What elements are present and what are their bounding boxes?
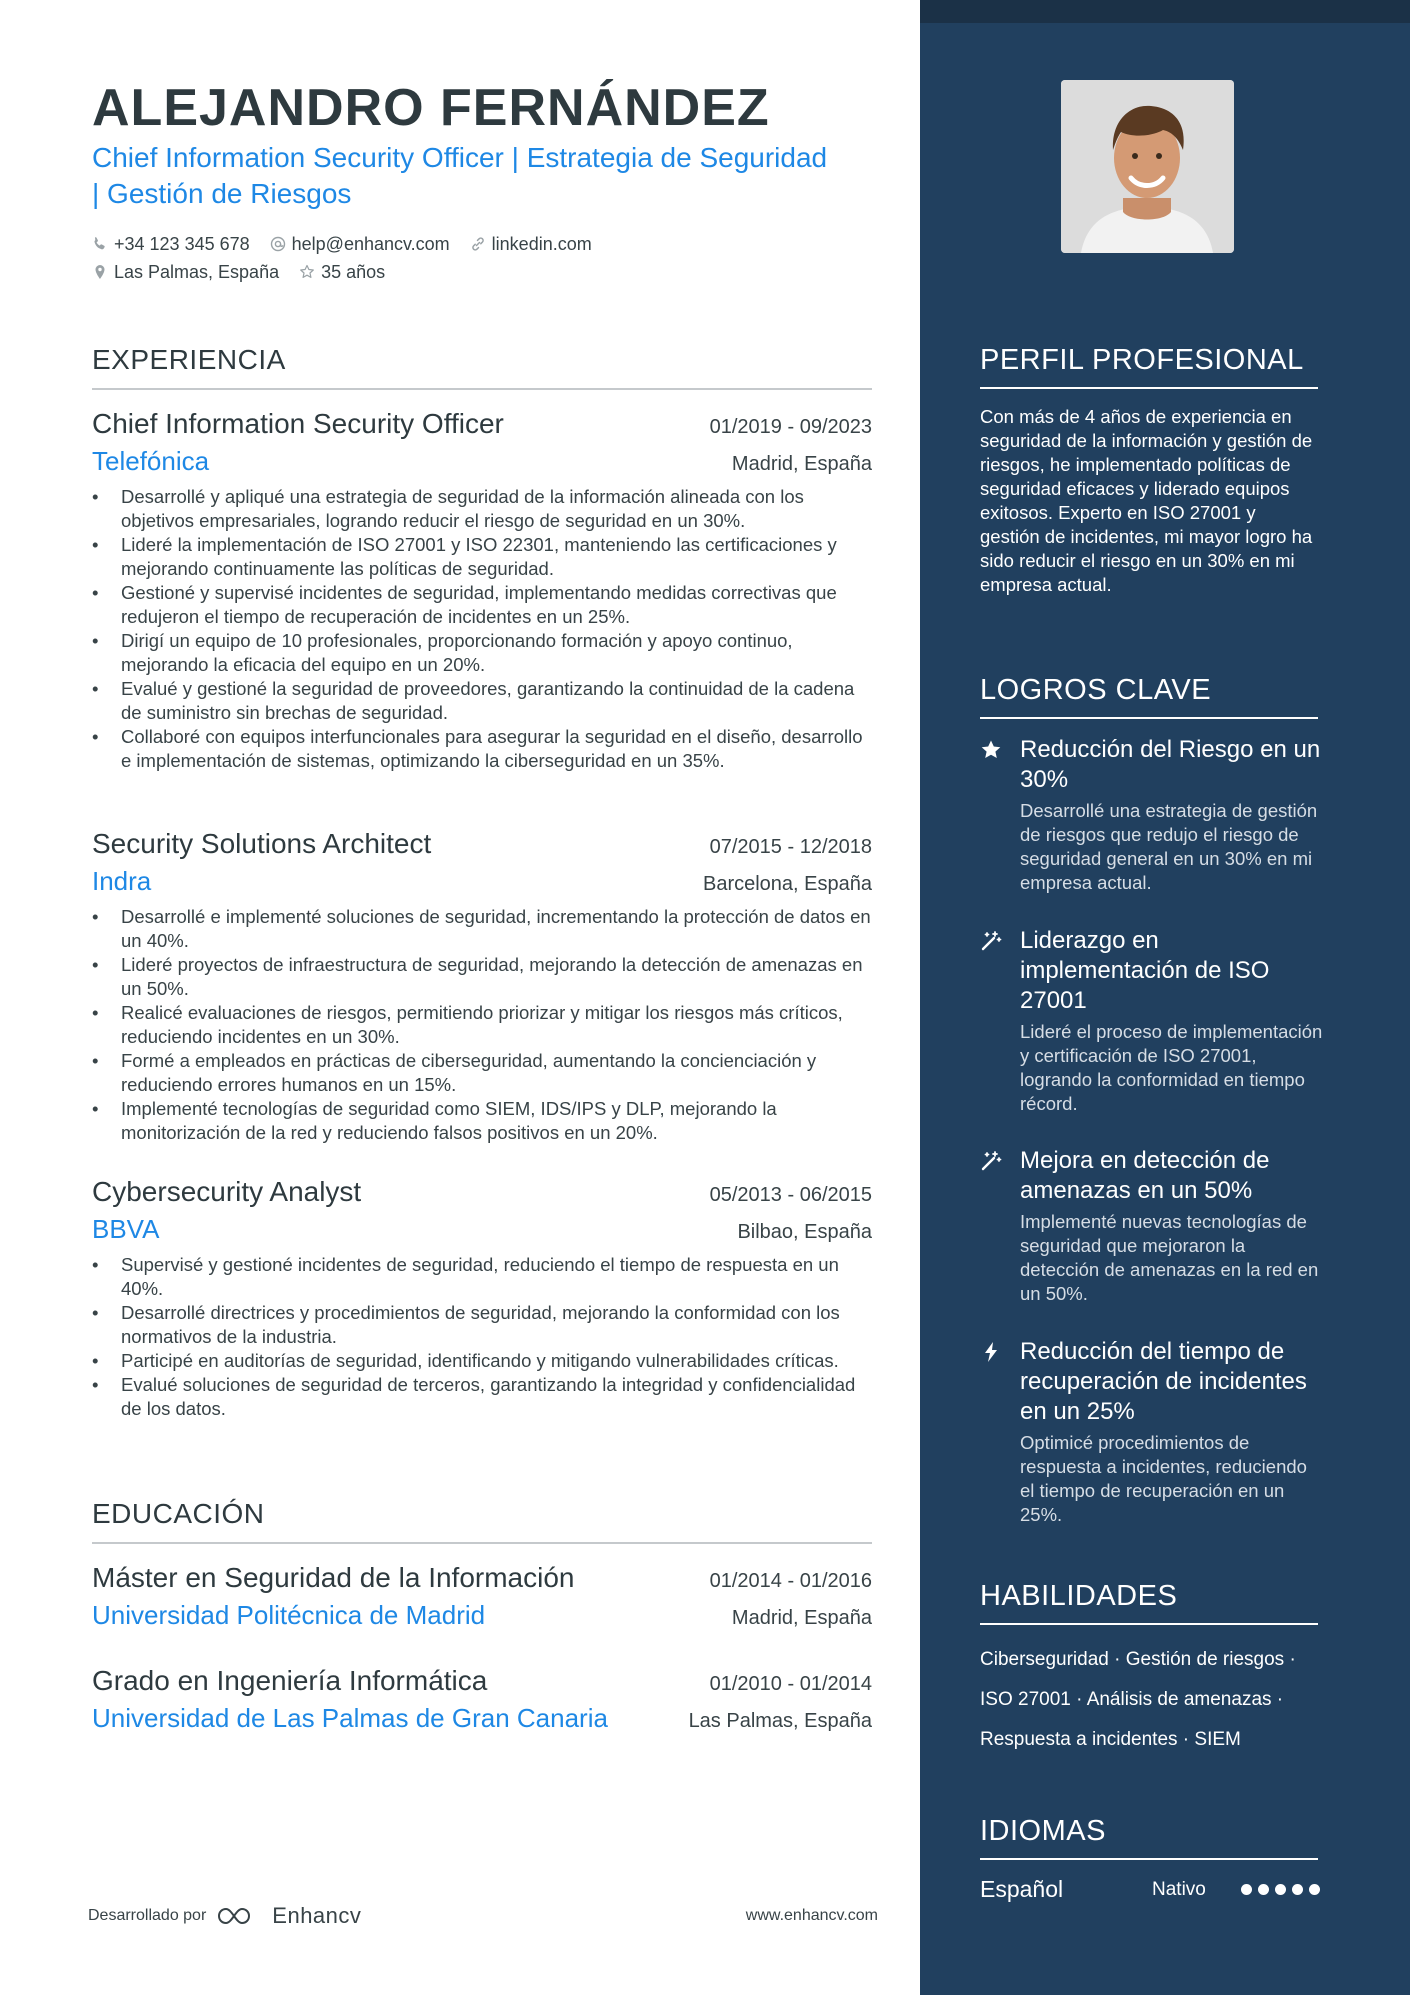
brand-block [88, 1903, 361, 1929]
achievement-item [980, 735, 1325, 895]
experience-heading: EXPERIENCIA [92, 344, 872, 390]
job-dates: 01/2019 - 09/2023 [709, 416, 872, 438]
location-text: Las Palmas, España [114, 261, 280, 282]
education-entry [92, 1665, 872, 1734]
star-outline-icon [299, 264, 315, 280]
proficiency-dot [1309, 1884, 1320, 1895]
job-bullets [92, 905, 872, 1145]
footer [88, 1903, 878, 1929]
bullet-item: • Dirigí un equipo de 10 profesionales, proporcionando formación y apoyo continuo, mejorando la eficacia del equipo en un 20%. [92, 629, 872, 677]
profile-summary: Con más de 4 años de experiencia en seguridad de la información y gestión de riesgos, he implementado políticas de seguridad eficaces y liderado equipos exitosos. Experto en ISO 27001 y gestión de incidentes, mi mayor logro ha sido reducir el riesgo en un 30% en mi empresa actual. [980, 406, 1313, 595]
job-role: Chief Information Security Officer [92, 408, 504, 439]
at-icon [270, 236, 286, 252]
achievement-item [980, 926, 1325, 1116]
job-location: Bilbao, España [737, 1221, 872, 1243]
contact-age [299, 262, 385, 283]
achievement-item [980, 1337, 1325, 1527]
star-icon [980, 739, 1002, 761]
skill-item: Ciberseguridad [980, 1649, 1109, 1670]
proficiency-dot [1241, 1884, 1252, 1895]
skills-list: Ciberseguridad · Gestión de riesgos · ISO 27001 · Análisis de amenazas · Respuesta a incidentes · SIEM [980, 1649, 1296, 1750]
achievement-title: Reducción del Riesgo en un 30% [1020, 736, 1321, 793]
bullet-item: • Lideré proyectos de infraestructura de seguridad, mejorando la detección de amenazas en un 50%. [92, 953, 872, 1001]
bullet-item: • Supervisé y gestioné incidentes de seguridad, reduciendo el tiempo de respuesta en un 40%. [92, 1253, 872, 1301]
school-name[interactable]: Universidad Politécnica de Madrid [92, 1600, 486, 1630]
school-name[interactable]: Universidad de Las Palmas de Gran Canaria [92, 1703, 608, 1733]
bullet-item: • Lideré la implementación de ISO 27001 y ISO 22301, manteniendo las certificaciones y mejorando continuamente las políticas de seguridad. [92, 533, 872, 581]
age-text: 35 años [321, 261, 386, 282]
footer-url[interactable]: www.enhancv.com [745, 1907, 878, 1924]
job-entry [92, 828, 872, 1145]
phone-icon [92, 236, 108, 252]
bullet-item: • Implementé tecnologías de seguridad como SIEM, IDS/IPS y DLP, mejorando la monitorización de la red y reduciendo falsos positivos en un 20%. [92, 1097, 872, 1145]
job-dates: 07/2015 - 12/2018 [709, 836, 872, 858]
developed-by-text: Desarrollado por [88, 1907, 207, 1924]
language-level: Nativo [1152, 1878, 1206, 1900]
brand-name: Enhancv [272, 1903, 362, 1928]
achievement-title: Liderazgo en implementación de ISO 27001 [1020, 927, 1270, 1014]
achievement-item [980, 1146, 1325, 1306]
achievement-title: Reducción del tiempo de recuperación de incidentes en un 25% [1020, 1338, 1307, 1425]
email-text: help@enhancv.com [291, 233, 450, 254]
phone-text: +34 123 345 678 [114, 233, 250, 254]
bullet-item: • Evalué y gestioné la seguridad de proveedores, garantizando la continuidad de la cadena de suministro sin brechas de seguridad. [92, 677, 872, 725]
bullet-item: • Desarrollé directrices y procedimientos de seguridad, mejorando la conformidad con los normativos de la industria. [92, 1301, 872, 1349]
degree-title: Máster en Seguridad de la Información [92, 1562, 575, 1593]
job-dates: 05/2013 - 06/2015 [709, 1184, 872, 1206]
language-proficiency-dots [1241, 1884, 1320, 1895]
achievement-title: Mejora en detección de amenazas en un 50% [1020, 1147, 1270, 1204]
job-role: Cybersecurity Analyst [92, 1176, 362, 1207]
bullet-item: • Desarrollé e implementé soluciones de seguridad, incrementando la protección de datos en un 40%. [92, 905, 872, 953]
achievements-heading: LOGROS CLAVE [980, 674, 1318, 719]
education-location: Las Palmas, España [688, 1710, 872, 1732]
sidebar-top-strip [920, 0, 1410, 23]
education-heading: EDUCACIÓN [92, 1498, 872, 1544]
proficiency-dot [1292, 1884, 1303, 1895]
education-dates: 01/2010 - 01/2014 [709, 1673, 872, 1695]
contact-phone[interactable] [92, 234, 250, 255]
job-bullets [92, 1253, 872, 1421]
skill-item: SIEM [1194, 1729, 1241, 1750]
job-location: Barcelona, España [702, 873, 872, 895]
contact-linkedin[interactable] [470, 234, 592, 255]
proficiency-dot [1275, 1884, 1286, 1895]
magic-wand-icon [980, 1150, 1002, 1172]
magic-wand-icon [980, 930, 1002, 952]
bullet-item: • Participé en auditorías de seguridad, identificando y mitigando vulnerabilidades críticas. [92, 1349, 872, 1373]
location-pin-icon [92, 264, 108, 280]
skill-item: Gestión de riesgos [1125, 1649, 1285, 1670]
bullet-item: • Evalué soluciones de seguridad de terceros, garantizando la integridad y confidencialidad de los datos. [92, 1373, 872, 1421]
skill-item: Respuesta a incidentes [980, 1729, 1178, 1750]
job-entry [92, 408, 872, 773]
job-bullets [92, 485, 872, 773]
lightning-icon [980, 1341, 1002, 1363]
job-entry [92, 1176, 872, 1421]
achievement-desc: Implementé nuevas tecnologías de seguridad que mejoraron la detección de amenazas en la red en un 50%. [1020, 1211, 1319, 1304]
bullet-item: • Collaboré con equipos interfuncionales para asegurar la seguridad en el diseño, desarrollo e implementación de sistemas, optimizando la ciberseguridad en un 35%. [92, 725, 872, 773]
bullet-item: • Desarrollé y apliqué una estrategia de seguridad de la información alineada con los objetivos empresariales, logrando reducir el riesgo de seguridad en un 30%. [92, 485, 872, 533]
bullet-item: • Realicé evaluaciones de riesgos, permitiendo priorizar y mitigar los riesgos más críticos, reduciendo incidentes en un 30%. [92, 1001, 872, 1049]
skill-item: ISO 27001 [980, 1689, 1071, 1710]
contact-email[interactable] [270, 234, 450, 255]
job-company[interactable]: Indra [92, 866, 152, 896]
language-row [980, 1876, 1320, 1903]
job-role: Security Solutions Architect [92, 828, 432, 859]
contact-info [92, 230, 872, 286]
profile-heading: PERFIL PROFESIONAL [980, 344, 1318, 389]
skill-item: Análisis de amenazas [1086, 1689, 1272, 1710]
bullet-item: • Gestioné y supervisé incidentes de seguridad, implementando medidas correctivas que redujeron el tiempo de recuperación de incidentes en un 25%. [92, 581, 872, 629]
contact-location [92, 262, 279, 283]
job-location: Madrid, España [731, 453, 872, 475]
education-entry [92, 1562, 872, 1631]
education-location: Madrid, España [731, 1607, 872, 1629]
headline: Chief Information Security Officer | Estrategia de Seguridad | Gestión de Riesgos [92, 142, 828, 209]
candidate-name: ALEJANDRO FERNÁNDEZ [92, 79, 770, 137]
languages-heading: IDIOMAS [980, 1815, 1318, 1860]
achievement-desc: Lideré el proceso de implementación y certificación de ISO 27001, logrando la conformidad en tiempo récord. [1020, 1021, 1323, 1114]
linkedin-text: linkedin.com [491, 233, 592, 254]
link-icon [470, 236, 486, 252]
education-dates: 01/2014 - 01/2016 [709, 1570, 872, 1592]
achievement-desc: Desarrollé una estrategia de gestión de riesgos que redujo el riesgo de seguridad general en un 30% en mi empresa actual. [1020, 800, 1318, 893]
job-company[interactable]: Telefónica [92, 446, 210, 476]
language-name: Español [980, 1876, 1064, 1902]
proficiency-dot [1258, 1884, 1269, 1895]
avatar [1061, 80, 1234, 253]
achievement-desc: Optimicé procedimientos de respuesta a incidentes, reduciendo el tiempo de recuperación en un 25%. [1020, 1432, 1307, 1525]
job-company[interactable]: BBVA [92, 1214, 160, 1244]
enhancv-logo-icon [216, 1905, 262, 1927]
skills-heading: HABILIDADES [980, 1580, 1318, 1625]
profile-photo-icon [1061, 80, 1234, 253]
bullet-item: • Formé a empleados en prácticas de ciberseguridad, aumentando la concienciación y reduciendo errores humanos en un 15%. [92, 1049, 872, 1097]
degree-title: Grado en Ingeniería Informática [92, 1665, 488, 1696]
